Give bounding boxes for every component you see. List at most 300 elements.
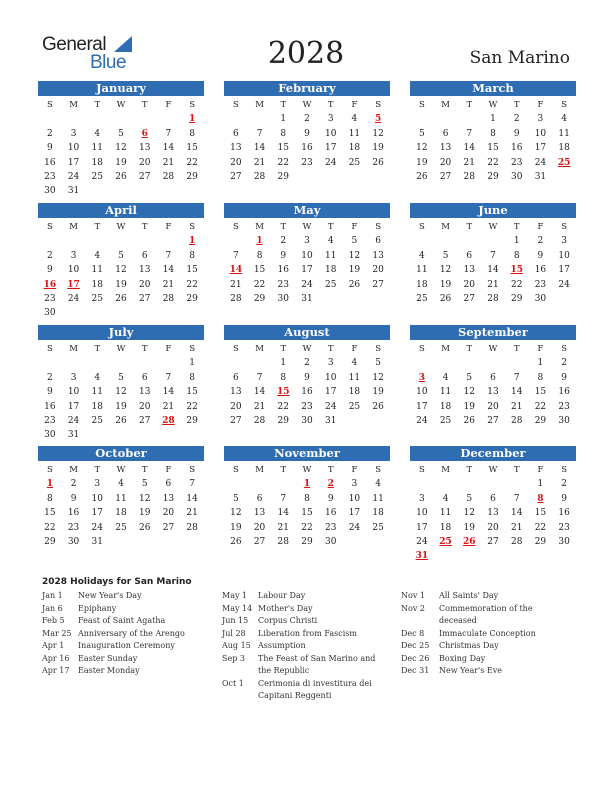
day: 3 xyxy=(304,236,310,247)
month-june xyxy=(410,203,576,306)
day: 10 xyxy=(67,387,80,398)
weekday-label: T xyxy=(466,344,473,354)
day: 30 xyxy=(44,430,56,441)
day: 8 xyxy=(189,128,195,139)
month-april xyxy=(38,203,204,321)
day: 6 xyxy=(141,250,148,261)
day: 3 xyxy=(537,114,544,125)
day: 6 xyxy=(375,236,381,247)
holiday-date: Mar 25 xyxy=(42,628,72,638)
empty-cell xyxy=(271,477,295,491)
empty-cell xyxy=(85,234,109,248)
day: 11 xyxy=(324,250,337,261)
day: 6 xyxy=(442,128,449,139)
day: 28 xyxy=(186,522,198,533)
day: 6 xyxy=(232,372,239,383)
day: 3 xyxy=(94,479,101,490)
day: 14 xyxy=(253,387,266,398)
day: 28 xyxy=(510,415,523,426)
day: 29 xyxy=(253,293,266,304)
holiday-date: Jun 15 xyxy=(222,616,249,625)
day: 10 xyxy=(348,493,361,504)
day: 7 xyxy=(165,128,172,139)
holiday-row xyxy=(42,615,202,628)
day: 25 xyxy=(91,293,103,304)
day: 20 xyxy=(162,508,175,519)
holiday-name: Epiphany xyxy=(78,603,117,613)
day: 22 xyxy=(186,401,198,412)
weekday-label: T xyxy=(327,344,334,354)
day-grid xyxy=(410,463,576,564)
day: 12 xyxy=(372,372,384,383)
empty-cell xyxy=(457,356,481,370)
weekday-label: W xyxy=(488,222,498,232)
empty-cell xyxy=(109,356,133,370)
day: 16 xyxy=(510,143,523,154)
weekday-label: S xyxy=(189,100,196,110)
day: 15 xyxy=(186,387,198,398)
weekday-label: M xyxy=(441,344,450,354)
day: 17 xyxy=(416,401,428,412)
month-header: July xyxy=(38,325,204,340)
month-may xyxy=(224,203,390,306)
day: 25 xyxy=(324,279,337,290)
month-july xyxy=(38,325,204,443)
day: 23 xyxy=(44,415,56,426)
empty-cell xyxy=(157,234,181,248)
day: 23 xyxy=(324,522,337,533)
month-header: May xyxy=(224,203,390,218)
day: 17 xyxy=(301,265,313,276)
day: 29 xyxy=(186,415,198,426)
day: 10 xyxy=(67,265,80,276)
day: 11 xyxy=(348,372,361,383)
day: 19 xyxy=(348,265,361,276)
holiday-date: Apr 1 xyxy=(42,641,65,650)
empty-cell xyxy=(505,356,529,370)
weekday-label: S xyxy=(232,222,239,232)
day: 6 xyxy=(490,493,496,504)
weekday-label: M xyxy=(441,100,450,110)
day: 5 xyxy=(118,128,124,139)
day: 30 xyxy=(324,536,337,547)
day: 5 xyxy=(141,479,148,490)
weekday-label: S xyxy=(46,222,53,232)
holiday-row xyxy=(222,590,382,603)
holiday-name: Mother's Day xyxy=(258,603,313,613)
day: 24 xyxy=(416,536,428,547)
day: 15 xyxy=(534,387,547,398)
month-march xyxy=(410,81,576,184)
day: 26 xyxy=(115,171,127,182)
holiday-date: Dec 25 xyxy=(401,641,430,650)
day: 12 xyxy=(463,508,475,519)
holiday-day: 25 xyxy=(439,536,452,547)
day: 27 xyxy=(487,415,499,426)
holiday-row xyxy=(401,665,571,678)
day: 23 xyxy=(301,401,313,412)
day: 9 xyxy=(537,250,544,261)
day: 30 xyxy=(277,293,289,304)
day: 18 xyxy=(91,157,103,168)
holiday-name: Anniversary of the Arengo xyxy=(78,628,185,638)
holiday-row xyxy=(222,628,382,641)
month-august xyxy=(224,325,390,428)
day: 26 xyxy=(372,401,384,412)
weekday-label: T xyxy=(280,100,287,110)
day-grid xyxy=(224,342,390,428)
month-header: December xyxy=(410,446,576,461)
day: 21 xyxy=(162,279,175,290)
day: 6 xyxy=(141,372,148,383)
holiday-row xyxy=(42,603,202,616)
weekday-label: S xyxy=(232,100,239,110)
month-january xyxy=(38,81,204,199)
day: 4 xyxy=(94,372,101,383)
empty-cell xyxy=(505,477,529,491)
weekday-label: S xyxy=(418,465,425,475)
holiday-row xyxy=(222,603,382,616)
holiday-row xyxy=(42,590,202,603)
day: 5 xyxy=(442,250,449,261)
weekday-label: F xyxy=(351,465,358,475)
weekday-label: S xyxy=(375,344,382,354)
day: 27 xyxy=(138,171,151,182)
holiday-day: 6 xyxy=(141,128,148,139)
holiday-name: New Year's Day xyxy=(78,591,142,600)
day: 3 xyxy=(70,250,77,261)
day: 14 xyxy=(510,508,523,519)
day: 29 xyxy=(44,536,56,547)
day: 12 xyxy=(439,265,452,276)
day: 10 xyxy=(324,372,337,383)
day: 2 xyxy=(561,358,567,369)
day: 2 xyxy=(304,114,310,125)
holiday-name: Labour Day xyxy=(258,591,306,600)
day: 26 xyxy=(439,293,452,304)
empty-cell xyxy=(481,234,505,248)
holiday-day: 17 xyxy=(67,279,80,290)
day: 17 xyxy=(348,508,361,519)
day: 29 xyxy=(510,293,523,304)
weekday-label: T xyxy=(94,100,101,110)
day: 25 xyxy=(91,415,103,426)
empty-cell xyxy=(133,112,157,126)
weekday-label: F xyxy=(165,100,172,110)
day: 20 xyxy=(138,401,151,412)
day: 11 xyxy=(439,387,452,398)
day: 9 xyxy=(280,250,287,261)
day: 7 xyxy=(490,250,496,261)
day: 1 xyxy=(513,236,520,247)
day-grid xyxy=(38,98,204,199)
empty-cell xyxy=(62,112,86,126)
day: 12 xyxy=(115,265,127,276)
day: 29 xyxy=(277,171,289,182)
day: 9 xyxy=(304,128,310,139)
day: 27 xyxy=(162,522,175,533)
empty-cell xyxy=(410,356,434,370)
day: 10 xyxy=(558,250,570,261)
day: 11 xyxy=(91,143,103,154)
day: 5 xyxy=(466,493,473,504)
day: 24 xyxy=(67,293,80,304)
holiday-day: 1 xyxy=(303,479,311,490)
day: 26 xyxy=(372,157,384,168)
day: 7 xyxy=(256,128,263,139)
day: 18 xyxy=(348,387,361,398)
day-grid xyxy=(38,342,204,443)
day: 26 xyxy=(416,171,428,182)
holiday-name: New Year's Eve xyxy=(439,666,502,675)
day: 15 xyxy=(534,508,547,519)
day: 21 xyxy=(162,401,175,412)
month-october xyxy=(38,446,204,549)
weekday-label: S xyxy=(46,465,53,475)
day: 6 xyxy=(232,128,239,139)
day: 4 xyxy=(442,372,449,383)
weekday-label: T xyxy=(327,100,334,110)
empty-cell xyxy=(248,112,272,126)
day: 14 xyxy=(463,143,475,154)
day: 28 xyxy=(230,293,242,304)
empty-cell xyxy=(157,356,181,370)
day: 10 xyxy=(67,143,80,154)
empty-cell xyxy=(457,112,481,126)
holiday-row xyxy=(401,653,571,666)
day: 22 xyxy=(253,279,266,290)
empty-cell xyxy=(85,112,109,126)
holiday-name: Boxing Day xyxy=(439,653,486,663)
empty-cell xyxy=(38,234,62,248)
day: 14 xyxy=(277,508,289,519)
day: 29 xyxy=(277,415,289,426)
day: 8 xyxy=(280,372,287,383)
day: 5 xyxy=(466,372,473,383)
day: 3 xyxy=(351,479,358,490)
day: 21 xyxy=(253,157,266,168)
holiday-day: 28 xyxy=(162,415,175,426)
empty-cell xyxy=(434,112,458,126)
holiday-name: Immaculate Conception xyxy=(439,628,536,638)
holiday-row xyxy=(42,653,202,666)
day: 23 xyxy=(558,522,570,533)
weekday-label: S xyxy=(418,100,425,110)
weekday-label: S xyxy=(561,344,568,354)
weekday-label: T xyxy=(280,344,287,354)
empty-cell xyxy=(481,477,505,491)
holiday-day: 31 xyxy=(415,551,429,562)
weekday-label: T xyxy=(141,100,148,110)
day: 22 xyxy=(277,157,289,168)
day: 21 xyxy=(277,522,289,533)
weekday-label: F xyxy=(537,222,544,232)
day: 21 xyxy=(510,401,523,412)
day: 31 xyxy=(534,171,547,182)
day: 30 xyxy=(558,536,570,547)
day: 3 xyxy=(418,493,425,504)
weekday-label: S xyxy=(232,344,239,354)
day-grid xyxy=(224,98,390,184)
day: 31 xyxy=(301,293,313,304)
day: 11 xyxy=(372,493,384,504)
holiday-row xyxy=(222,678,382,703)
day: 8 xyxy=(189,372,195,383)
day: 2 xyxy=(561,479,567,490)
holiday-name: Christmas Day xyxy=(439,641,499,650)
month-header: October xyxy=(38,446,204,461)
day: 15 xyxy=(44,508,56,519)
day: 23 xyxy=(44,293,56,304)
day: 19 xyxy=(230,522,242,533)
day: 24 xyxy=(301,279,313,290)
day: 5 xyxy=(232,493,239,504)
empty-cell xyxy=(410,112,434,126)
day: 12 xyxy=(416,143,428,154)
empty-cell xyxy=(434,234,458,248)
day: 5 xyxy=(118,372,124,383)
day: 22 xyxy=(510,279,523,290)
day: 18 xyxy=(558,143,570,154)
day: 4 xyxy=(418,250,425,261)
holiday-day: 26 xyxy=(463,536,476,547)
day: 16 xyxy=(534,265,547,276)
empty-cell xyxy=(224,234,248,248)
day: 23 xyxy=(534,279,547,290)
day: 13 xyxy=(439,143,452,154)
day: 13 xyxy=(487,508,499,519)
day: 28 xyxy=(162,171,175,182)
weekday-label: F xyxy=(537,465,544,475)
holiday-day: 25 xyxy=(557,157,571,168)
day: 12 xyxy=(372,128,384,139)
weekday-label: F xyxy=(537,100,544,110)
empty-cell xyxy=(133,356,157,370)
holiday-date: Dec 8 xyxy=(401,628,425,638)
holiday-row xyxy=(222,640,382,653)
weekday-label: W xyxy=(302,344,312,354)
day: 9 xyxy=(561,493,567,504)
day: 19 xyxy=(115,157,127,168)
weekday-label: M xyxy=(69,100,78,110)
day: 2 xyxy=(70,479,77,490)
day: 18 xyxy=(439,522,452,533)
day: 21 xyxy=(253,401,266,412)
day: 19 xyxy=(372,143,384,154)
holiday-day: 5 xyxy=(375,114,382,125)
day: 17 xyxy=(558,265,570,276)
holiday-row xyxy=(42,628,202,641)
day: 17 xyxy=(416,522,428,533)
day: 17 xyxy=(67,401,80,412)
day: 29 xyxy=(301,536,313,547)
day: 7 xyxy=(280,493,287,504)
day: 7 xyxy=(513,372,520,383)
day: 14 xyxy=(487,265,499,276)
day-grid xyxy=(38,463,204,549)
holiday-date: May 1 xyxy=(222,591,248,600)
holiday-day: 14 xyxy=(229,265,243,276)
day: 26 xyxy=(230,536,242,547)
day: 9 xyxy=(513,128,520,139)
holiday-date: Jan 1 xyxy=(42,591,63,600)
day: 1 xyxy=(490,114,496,125)
day: 20 xyxy=(487,401,499,412)
day: 13 xyxy=(230,387,242,398)
weekday-label: S xyxy=(189,465,196,475)
holidays-column xyxy=(401,590,571,678)
day: 6 xyxy=(256,493,263,504)
day: 16 xyxy=(277,265,289,276)
weekday-label: T xyxy=(327,222,334,232)
weekday-label: W xyxy=(302,100,312,110)
day: 16 xyxy=(44,401,56,412)
day: 18 xyxy=(439,401,452,412)
day: 29 xyxy=(534,536,547,547)
day: 19 xyxy=(115,279,127,290)
empty-cell xyxy=(62,234,86,248)
day: 2 xyxy=(537,236,544,247)
logo-text-blue: Blue xyxy=(90,52,127,73)
holiday-name: Liberation from Fascism xyxy=(258,628,357,638)
day: 25 xyxy=(416,293,428,304)
day: 12 xyxy=(348,250,361,261)
day: 28 xyxy=(253,171,266,182)
day: 15 xyxy=(301,508,313,519)
day: 11 xyxy=(416,265,428,276)
day: 8 xyxy=(304,493,310,504)
holidays-column xyxy=(222,590,382,703)
day: 23 xyxy=(558,401,570,412)
day: 28 xyxy=(510,536,523,547)
day: 13 xyxy=(138,387,151,398)
empty-cell xyxy=(248,477,272,491)
day: 15 xyxy=(253,265,266,276)
holiday-day: 1 xyxy=(46,479,53,490)
holiday-date: Jul 28 xyxy=(222,628,246,638)
month-header: April xyxy=(38,203,204,218)
weekday-label: T xyxy=(141,222,148,232)
day: 18 xyxy=(416,279,428,290)
day: 7 xyxy=(189,479,195,490)
day: 12 xyxy=(115,143,127,154)
day: 24 xyxy=(324,157,337,168)
weekday-label: T xyxy=(327,465,334,475)
day: 13 xyxy=(138,265,151,276)
day: 24 xyxy=(91,522,103,533)
weekday-label: T xyxy=(94,465,101,475)
weekday-label: S xyxy=(189,344,196,354)
holiday-date: May 14 xyxy=(222,603,253,613)
day: 3 xyxy=(327,114,334,125)
day: 20 xyxy=(439,157,452,168)
empty-cell xyxy=(224,356,248,370)
holiday-row xyxy=(222,615,382,628)
day: 18 xyxy=(91,401,103,412)
day: 19 xyxy=(138,508,151,519)
day: 2 xyxy=(46,250,53,261)
month-header: August xyxy=(224,325,390,340)
weekday-label: T xyxy=(141,344,148,354)
month-header: January xyxy=(38,81,204,96)
day: 31 xyxy=(67,430,80,441)
day: 1 xyxy=(537,358,544,369)
day: 16 xyxy=(67,508,80,519)
day: 28 xyxy=(277,536,289,547)
holiday-row xyxy=(401,603,571,628)
weekday-label: M xyxy=(69,465,78,475)
day-grid xyxy=(224,463,390,549)
